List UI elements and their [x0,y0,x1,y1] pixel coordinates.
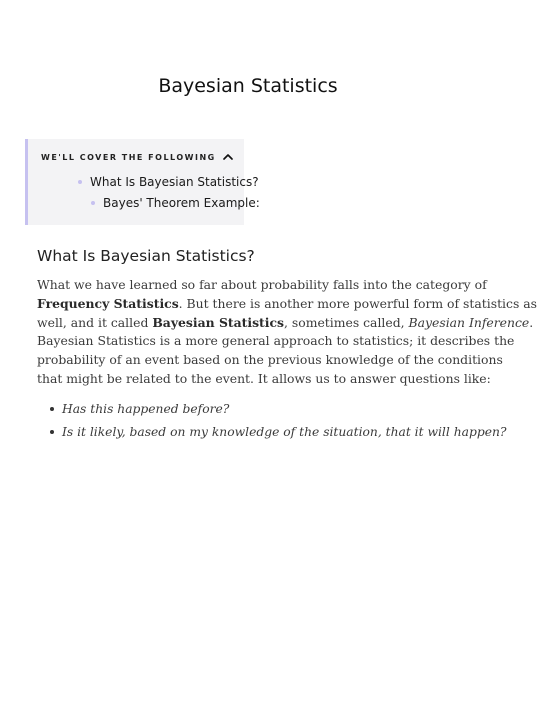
toc-item-label: Bayes' Theorem Example: [103,196,260,210]
list-item [44,423,507,446]
paragraph-text: well, and it called [37,314,153,330]
question-text: Has this happened before? [62,402,230,416]
toc-header [41,153,235,165]
question-list [44,400,507,445]
toc-bullet [91,201,95,205]
toc-bullet [78,180,82,184]
bold-term-frequency-statistics: Frequency Statistics [37,295,179,311]
table-of-contents [25,139,260,225]
paragraph-text: , sometimes called, [284,314,409,330]
toc-item-bayes-theorem-example[interactable] [91,196,260,210]
paragraph-line: Bayesian Statistics is a more general approach to statistics; it describes the [37,333,515,349]
bullet-icon [50,407,54,411]
chevron-up-icon[interactable] [221,150,235,164]
bullet-icon [50,430,54,434]
paragraph-text: . But there is another more powerful form of statistics as [178,295,537,311]
italic-term-bayesian-inference: Bayesian Inference [408,314,530,330]
paragraph-line: that might be related to the event. It allows us to answer questions like: [37,370,491,386]
section-heading: What Is Bayesian Statistics? [37,247,255,265]
page-title: Bayesian Statistics [158,75,338,97]
toc-item-what-is-bayesian-statistics[interactable] [78,175,259,189]
body-paragraph [37,276,537,389]
question-text: Is it likely, based on my knowledge of the situation, that it will happen? [62,424,507,439]
paragraph-line [37,314,534,333]
paragraph-line [37,295,537,314]
bold-term-bayesian-statistics: Bayesian Statistics [152,314,285,330]
paragraph-text: . [529,314,534,330]
list-item [44,400,474,423]
toc-heading: WE'LL COVER THE FOLLOWING [41,153,216,162]
toc-item-label: What Is Bayesian Statistics? [90,175,259,189]
paragraph-line: What we have learned so far about probability falls into the category of [37,277,487,292]
paragraph-line: probability of an event based on the previous knowledge of the conditions [37,352,503,368]
